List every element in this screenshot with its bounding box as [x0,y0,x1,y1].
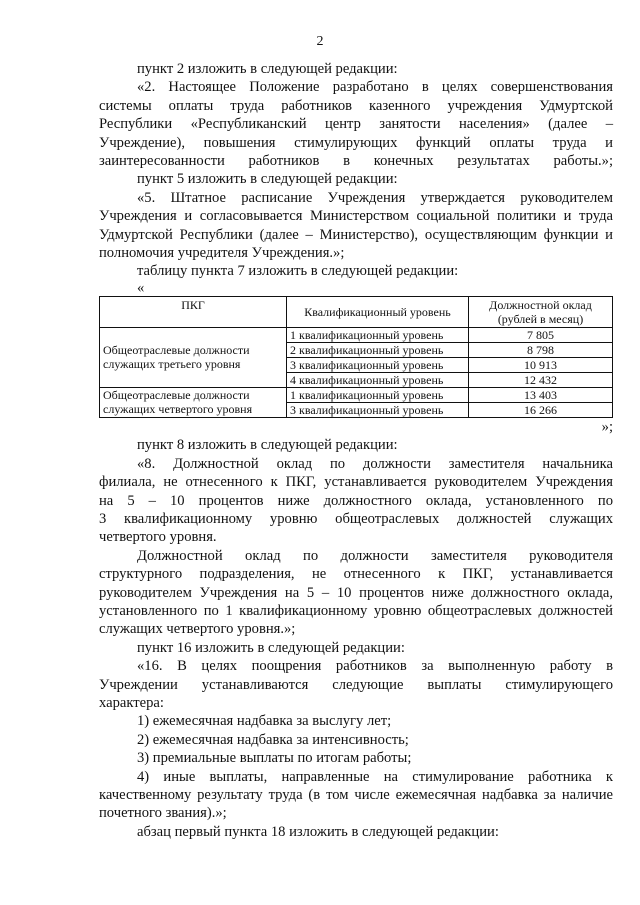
open-quote: « [137,279,145,296]
amendment-intro-table-7: таблицу пункта 7 изложить в следующей редакции: [137,263,459,280]
table-header-row [100,296,613,327]
list-item: 3) премиальные выплаты по итогам работы; [137,750,412,767]
table-row: 4 квалификационный уровень 12 432 [100,372,613,387]
paragraph-point-5: «5. Штатное расписание Учреждения утверждается руководителем Учреждения и согласовывается Министерством социальной политики и труда Удмуртской Республики (далее – Министерство), осуществляющим функции и полномочия учредителя Учреждения.»; [99,189,613,262]
list-item: 4) иные выплаты, направленные на стимулирование работника к [137,768,613,785]
close-quote: »; [601,418,613,435]
table-row: Общеотраслевые должности служащих четвертого уровня 1 квалификационный уровень 13 403 [100,387,613,402]
amendment-intro-point-8: пункт 8 изложить в следующей редакции: [137,437,398,454]
table-row: Общеотраслевые должности служащих третьего уровня 1 квалификационный уровень 7 805 [100,327,613,342]
list-item: 1) ежемесячная надбавка за выслугу лет; [137,713,392,730]
group-third-level: Общеотраслевые должности служащих третьего уровня [100,327,287,387]
amendment-intro-point-2: пункт 2 изложить в следующей редакции: [137,61,398,77]
amendment-intro-point-5: пункт 5 изложить в следующей редакции: [137,171,398,188]
salary-table [99,296,613,418]
paragraph-deputy-head: Должностной оклад по должности заместителя руководителя структурного подразделения, не отнесенного к ПКГ, устанавливается руководителем Учреждения на 5 – 10 процентов ниже должностного оклада, установленного по 1 квалификационному уровню общеотраслевых должностей служащих четвертого уровня.»; [99,547,613,638]
header-level: Квалификационный уровень [287,296,469,327]
list-item: 2) ежемесячная надбавка за интенсивность; [137,731,409,748]
paragraph-point-16: «16. В целях поощрения работников за выполненную работу в Учреждении устанавливаются следующие выплаты стимулирующего характера: [99,658,613,711]
amendment-intro-point-18: абзац первый пункта 18 изложить в следующей редакции: [137,823,499,840]
table-row: 3 квалификационный уровень 10 913 [100,357,613,372]
header-salary: Должностной оклад (рублей в месяц) [469,296,613,327]
group-fourth-level: Общеотраслевые должности служащих четвертого уровня [100,387,287,417]
page-number: 2 [316,34,324,49]
header-pkg: ПКГ [100,296,287,327]
paragraph-point-8: «8. Должностной оклад по должности заместителя начальника филиала, не отнесенного к ПКГ, устанавливается руководителем Учреждения на 5 – 10 процентов ниже должностного оклада, установленного по 3 квалификационному уровню общеотраслевых должностей служащих четвертого уровня. [99,455,613,546]
table-row: 3 квалификационный уровень 16 266 [100,402,613,417]
paragraph-point-2: «2. Настоящее Положение разработано в целях совершенствования системы оплаты труда работников казенного учреждения Удмуртской Республики «Республиканский центр занятости населения» (далее – Учреждение), повышения стимулирующих функций оплаты труда и заинтересованности работников в конечных результатах работы.»; [99,79,613,170]
table-row: 2 квалификационный уровень 8 798 [100,342,613,357]
amendment-intro-point-16: пункт 16 изложить в следующей редакции: [137,639,405,656]
document-body [99,60,613,841]
incentive-list: 1) ежемесячная надбавка за выслугу лет; 2) ежемесячная надбавка за интенсивность; 3) премиальные выплаты по итогам работы; 4) иные выплаты, направленные на стимулирование работника к качественному результату труда (в том числе ежемесячная надбавка за наличие почетного звания).»; [99,713,613,822]
